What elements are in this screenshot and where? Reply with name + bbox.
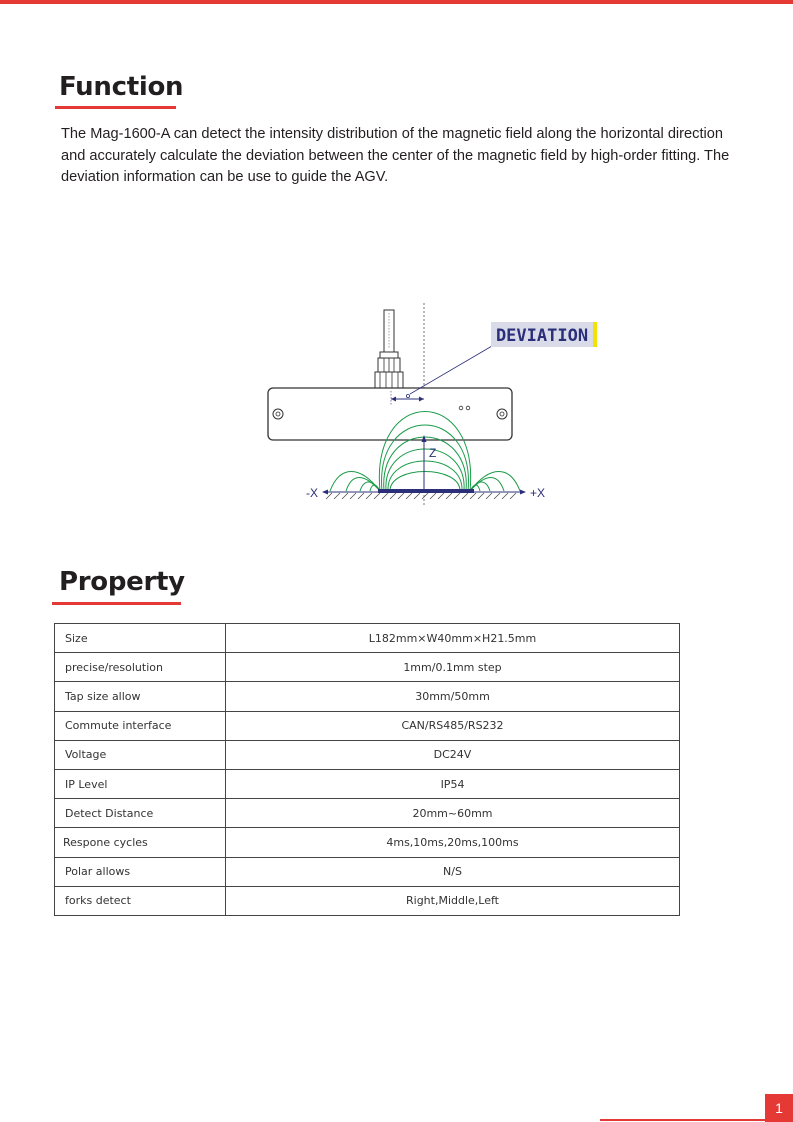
neg-x-label: -X [306,486,318,500]
page-number-badge: 1 [765,1094,793,1122]
table-row [55,653,680,682]
property-value: 4ms,10ms,20ms,100ms [226,828,680,857]
z-axis-label: Z [429,446,437,460]
property-title: Property [59,567,185,597]
deviation-label: DEVIATION [495,326,589,346]
top-accent-bar [0,0,793,4]
property-label: Voltage [55,740,226,769]
table-row [55,799,680,828]
property-label: Tap size allow [55,682,226,711]
table-row [55,769,680,798]
property-label: Respone cycles [55,828,226,857]
property-label: Detect Distance [55,799,226,828]
ground-hatching [326,493,516,499]
property-label: forks detect [55,886,226,915]
table-row [55,740,680,769]
sensor-diagram [260,295,600,515]
property-label: Commute interface [55,711,226,740]
function-title-underline [55,106,176,109]
property-value: IP54 [226,769,680,798]
property-value: 30mm/50mm [226,682,680,711]
property-value: N/S [226,857,680,886]
property-value: Right,Middle,Left [226,886,680,915]
function-title: Function [59,72,184,102]
footer-accent-line [600,1119,766,1121]
table-row [55,711,680,740]
table-row [55,624,680,653]
deviation-label-accent [593,322,597,347]
connector-gland [380,352,398,358]
property-value: CAN/RS485/RS232 [226,711,680,740]
property-label: precise/resolution [55,653,226,682]
property-table [54,623,680,916]
property-label: Polar allows [55,857,226,886]
property-value: L182mm×W40mm×H21.5mm [226,624,680,653]
pos-x-label: +X [530,486,546,500]
function-description: The Mag-1600-A can detect the intensity distribution of the magnetic field along the horizontal direction and accurately calculate the deviation between the center of the magnetic field by high-order fitting. The deviation information can be use to guide the AGV. [61,126,730,186]
property-title-underline [52,602,181,605]
property-value: 1mm/0.1mm step [226,653,680,682]
table-row [55,857,680,886]
property-value: DC24V [226,740,680,769]
property-value: 20mm~60mm [226,799,680,828]
table-row [55,886,680,915]
table-row [55,682,680,711]
property-label: IP Level [55,769,226,798]
property-label: Size [55,624,226,653]
table-row [55,828,680,857]
deviation-leader-line [410,346,492,394]
sensor-body [268,388,512,440]
